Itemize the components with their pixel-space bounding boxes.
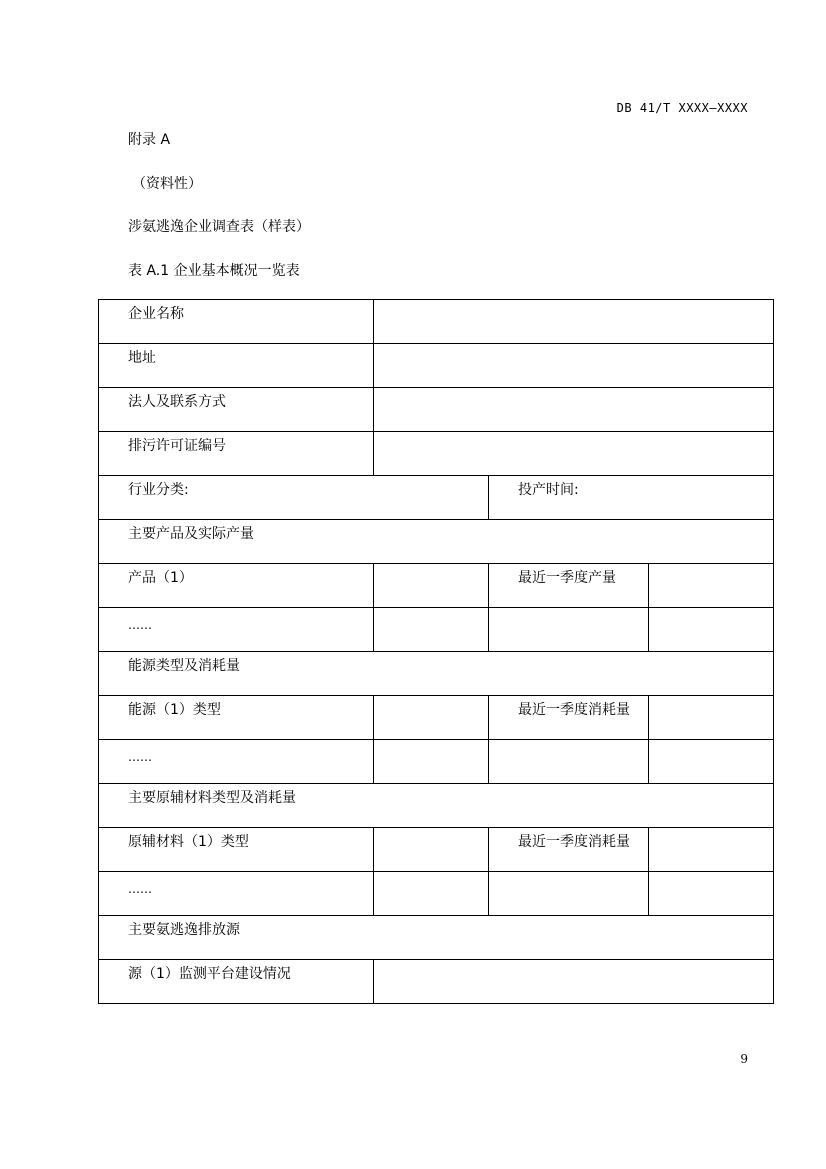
section-heading-cell	[99, 784, 774, 828]
appendix-nature: （资料性）	[132, 176, 202, 192]
label-cell	[99, 828, 374, 872]
section-heading-cell	[99, 652, 774, 696]
table-row	[99, 476, 774, 520]
page-number: 9	[740, 1052, 748, 1066]
label-cell	[99, 388, 374, 432]
permit-number-label: 排污许可证编号	[128, 438, 226, 454]
table-row	[99, 740, 774, 784]
table-row	[99, 696, 774, 740]
source-1-monitoring-label: 源（1）监测平台建设情况	[128, 966, 291, 982]
label-cell	[99, 344, 374, 388]
label-cell	[489, 828, 649, 872]
energy-1-type-label: 能源（1）类型	[128, 702, 221, 718]
ammonia-heading: 主要氨逃逸排放源	[128, 922, 240, 938]
table-row	[99, 388, 774, 432]
recent-energy-label: 最近一季度消耗量	[518, 702, 630, 718]
empty-cell[interactable]	[649, 740, 774, 784]
company-overview-table	[98, 299, 774, 1004]
label-cell	[99, 432, 374, 476]
empty-cell[interactable]	[374, 740, 489, 784]
recent-output-value-cell[interactable]	[649, 564, 774, 608]
empty-cell[interactable]	[489, 740, 649, 784]
table-row	[99, 960, 774, 1004]
table-row	[99, 652, 774, 696]
production-time-label: 投产时间:	[518, 482, 579, 498]
table-row	[99, 784, 774, 828]
product-1-label: 产品（1）	[128, 570, 193, 586]
products-heading: 主要产品及实际产量	[128, 526, 254, 542]
legal-contact-label: 法人及联系方式	[128, 394, 226, 410]
table-row	[99, 872, 774, 916]
industry-cell[interactable]	[99, 476, 489, 520]
label-cell	[99, 608, 374, 652]
label-cell	[99, 740, 374, 784]
source-1-monitoring-value-cell[interactable]	[374, 960, 774, 1004]
label-cell	[99, 300, 374, 344]
company-name-value-cell[interactable]	[374, 300, 774, 344]
recent-energy-value-cell[interactable]	[649, 696, 774, 740]
table-row	[99, 300, 774, 344]
ellipsis: ……	[128, 750, 152, 764]
company-name-label: 企业名称	[128, 306, 184, 322]
legal-contact-value-cell[interactable]	[374, 388, 774, 432]
product-1-value-cell[interactable]	[374, 564, 489, 608]
appendix-label: 附录 A	[128, 132, 171, 148]
recent-output-label: 最近一季度产量	[518, 570, 616, 586]
table-row	[99, 608, 774, 652]
label-cell	[99, 960, 374, 1004]
empty-cell[interactable]	[489, 872, 649, 916]
recent-material-label: 最近一季度消耗量	[518, 834, 630, 850]
recent-material-value-cell[interactable]	[649, 828, 774, 872]
ellipsis: ……	[128, 882, 152, 896]
table-row	[99, 432, 774, 476]
table-row	[99, 828, 774, 872]
material-1-value-cell[interactable]	[374, 828, 489, 872]
label-cell	[99, 564, 374, 608]
materials-heading: 主要原辅材料类型及消耗量	[128, 790, 296, 806]
document-code: DB 41/T XXXX—XXXX	[616, 101, 748, 115]
table-caption: 表 A.1 企业基本概况一览表	[128, 263, 300, 279]
label-cell	[489, 696, 649, 740]
permit-number-value-cell[interactable]	[374, 432, 774, 476]
industry-label: 行业分类:	[128, 482, 189, 498]
empty-cell[interactable]	[374, 608, 489, 652]
energy-1-value-cell[interactable]	[374, 696, 489, 740]
table-row	[99, 564, 774, 608]
label-cell	[99, 872, 374, 916]
empty-cell[interactable]	[649, 872, 774, 916]
empty-cell[interactable]	[489, 608, 649, 652]
address-label: 地址	[128, 350, 156, 366]
material-1-type-label: 原辅材料（1）类型	[128, 834, 249, 850]
section-heading-cell	[99, 916, 774, 960]
address-value-cell[interactable]	[374, 344, 774, 388]
table-row	[99, 344, 774, 388]
empty-cell[interactable]	[374, 872, 489, 916]
section-heading-cell	[99, 520, 774, 564]
production-time-cell[interactable]	[489, 476, 774, 520]
label-cell	[99, 696, 374, 740]
label-cell	[489, 564, 649, 608]
empty-cell[interactable]	[649, 608, 774, 652]
ellipsis: ……	[128, 618, 152, 632]
table-row	[99, 520, 774, 564]
energy-heading: 能源类型及消耗量	[128, 658, 240, 674]
form-title: 涉氨逃逸企业调查表（样表）	[128, 219, 310, 235]
table-row	[99, 916, 774, 960]
